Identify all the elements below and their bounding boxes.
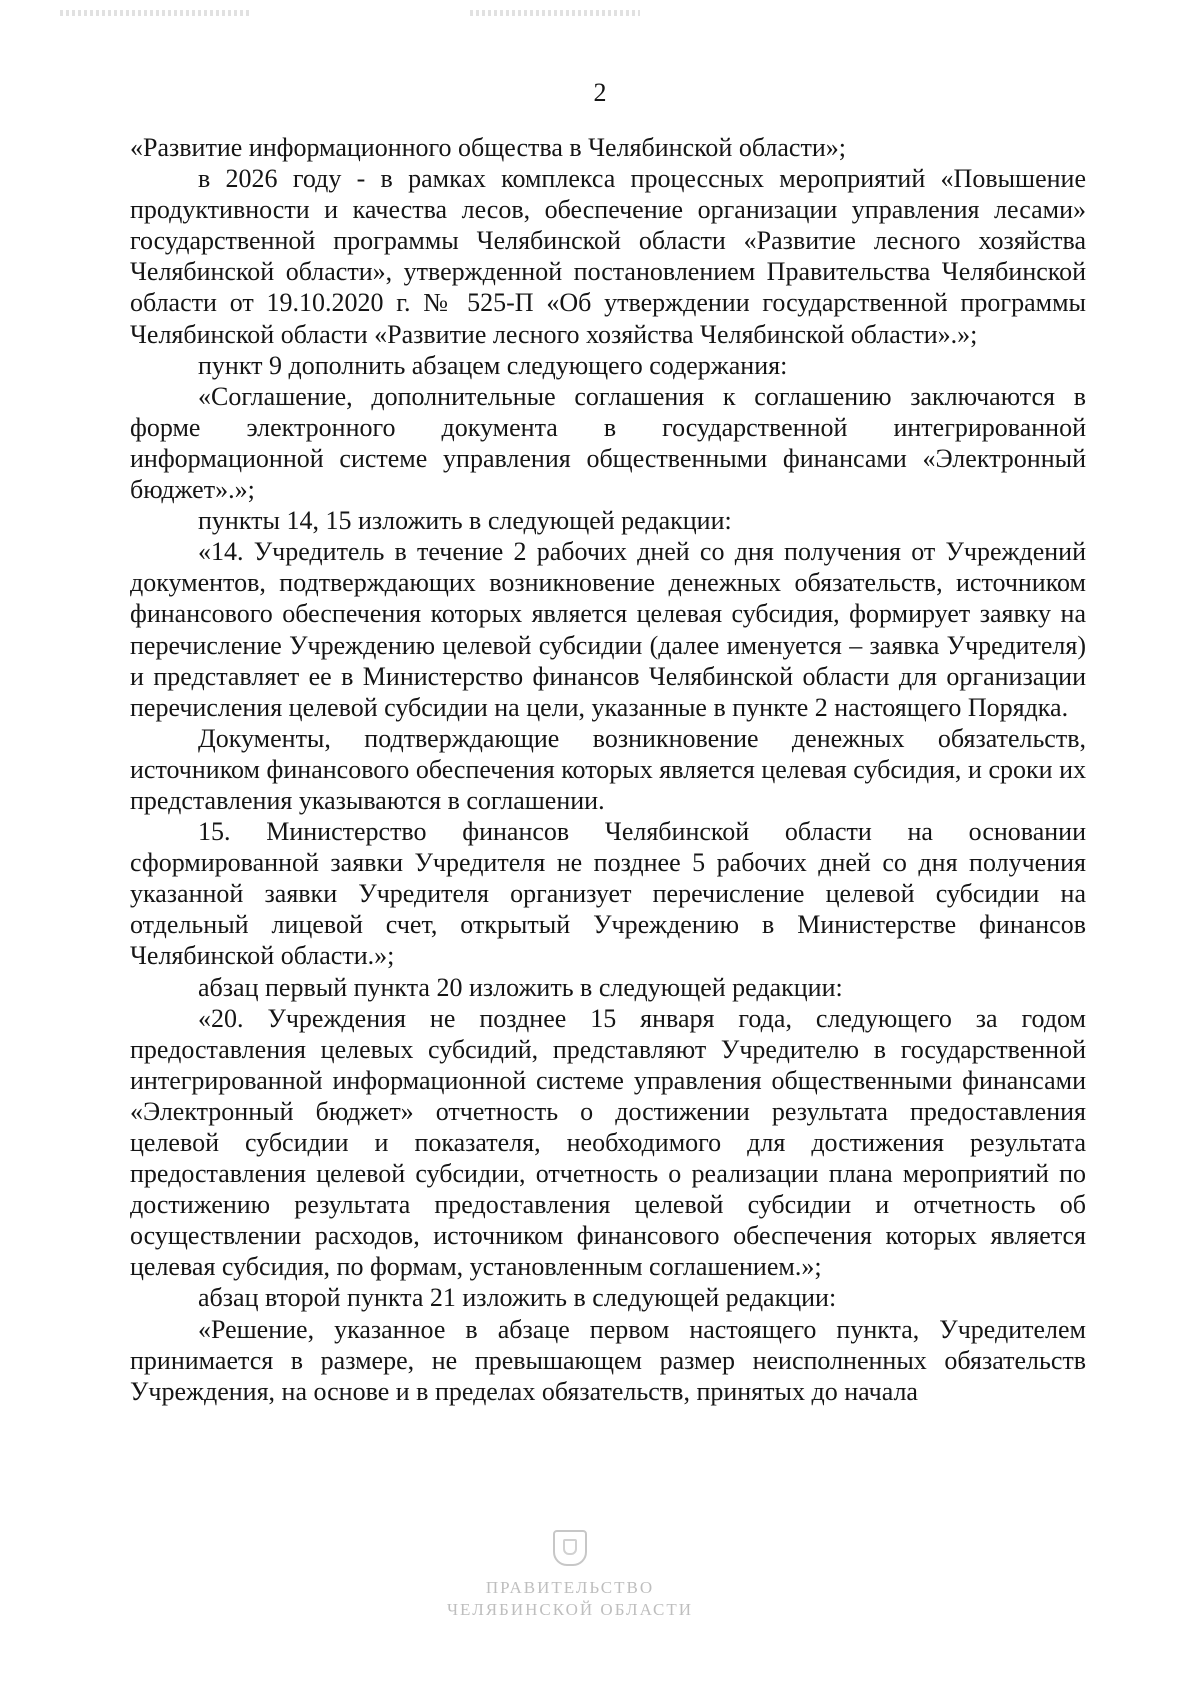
scan-artifact-left [60,10,250,16]
paragraph: «Соглашение, дополнительные соглашения к соглашению заключаются в форме электронного документа в государственной интегрированной информационной системе управления общественными финансами «Электронный бюджет».»; [130,381,1086,505]
paragraph: абзац первый пункта 20 изложить в следующей редакции: [198,972,843,1002]
paragraph: «20. Учреждения не позднее 15 января года, следующего за годом предоставления целевых субсидий, представляют Учредителю в государственной интегрированной информационной системе управления общественными финансами «Электронный бюджет» отчетность о достижении результата предоставления целевой субсидии и показателя, необходимого для достижения результата предоставления целевой субсидии, отчетность о реализации плана мероприятий по достижению результата предоставления целевой субсидии и отчетность об осуществлении расходов, источником финансового обеспечения которых является целевая субсидия, по формам, установленным соглашением.»; [130,1003,1086,1282]
government-stamp [430,1530,710,1670]
document-body [130,132,1086,1407]
paragraph: «14. Учредитель в течение 2 рабочих дней со дня получения от Учреждений документов, подтверждающих возникновение денежных обязательств, источником финансового обеспечения которых является целевая субсидия, формирует заявку на перечисление Учреждению целевой субсидии (далее именуется – заявка Учредителя) и представляет ее в Министерство финансов Челябинской области для организации перечисления целевой субсидии на цели, указанные в пункте 2 настоящего Порядка. [130,537,1086,722]
stamp-line-2: ЧЕЛЯБИНСКОЙ ОБЛАСТИ [446,1600,694,1619]
paragraph: в 2026 году - в рамках комплекса процессных мероприятий «Повышение продуктивности и качества лесов, обеспечение организации управления лесами» государственной программы Челябинской области «Развитие лесного хозяйства Челябинской области», утвержденной постановлением Правительства Челябинской области от 19.10.2020 г. № 525-П «Об утверждении государственной программы Челябинской области «Развитие лесного хозяйства Челябинской области».»; [130,164,1086,349]
paragraph: пункт 9 дополнить абзацем следующего содержания: [198,350,788,380]
coat-of-arms-icon [553,1530,587,1566]
paragraph: абзац второй пункта 21 изложить в следующей редакции: [198,1283,837,1313]
paragraph: Документы, подтверждающие возникновение денежных обязательств, источником финансового обеспечения которых является целевая субсидия, и сроки их представления указываются в соглашении. [130,723,1086,815]
paragraph: «Развитие информационного общества в Челябинской области»; [130,133,846,162]
stamp-line-1: ПРАВИТЕЛЬСТВО [485,1578,655,1597]
paragraph: «Решение, указанное в абзаце первом настоящего пункта, Учредителем принимается в размере, не превышающем размер неисполненных обязательств Учреждения, на основе и в пределах обязательств, принятых до начала [130,1314,1086,1406]
paragraph: пункты 14, 15 изложить в следующей редакции: [198,506,732,536]
scan-artifact-center [470,10,640,16]
paragraph: 15. Министерство финансов Челябинской области на основании сформированной заявки Учредителя не позднее 5 рабочих дней со дня получения указанной заявки Учредителя организует перечисление целевой субсидии на отдельный лицевой счет, открытый Учреждению в Министерстве финансов Челябинской области.»; [130,817,1086,971]
page-number: 2 [593,78,607,107]
